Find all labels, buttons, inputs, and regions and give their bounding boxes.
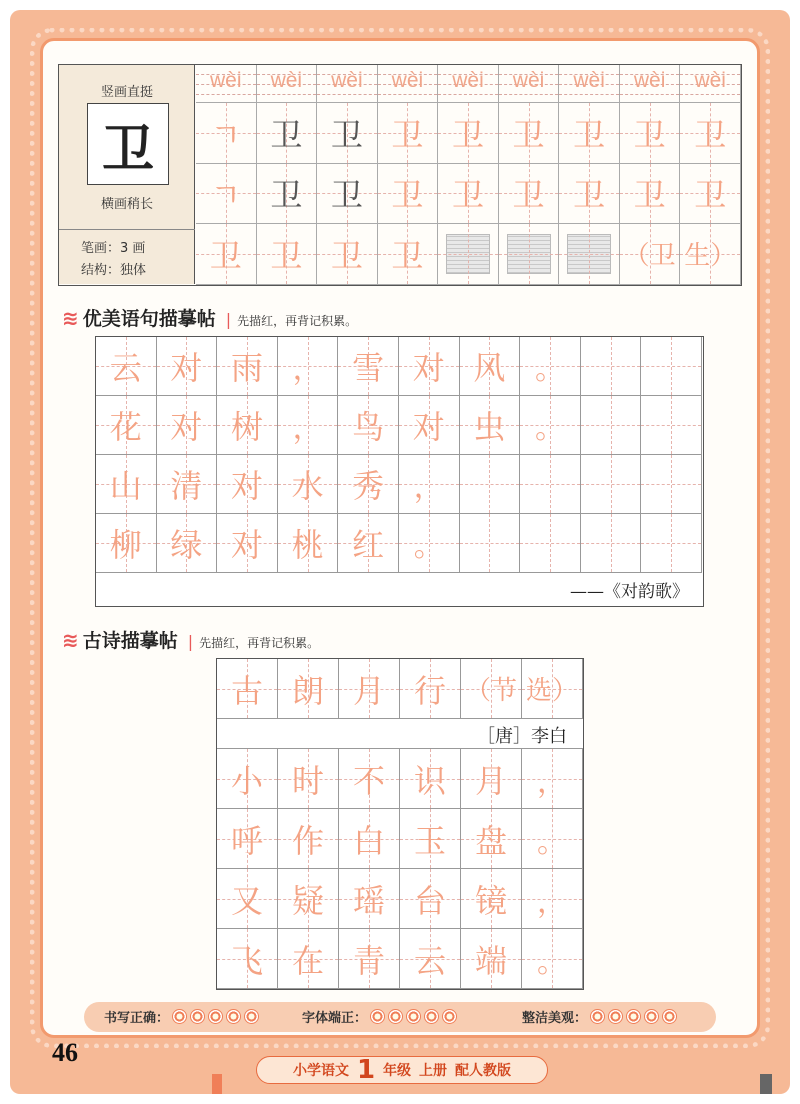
sentence-cell xyxy=(399,455,460,514)
tracing-char: 卫 xyxy=(209,236,242,275)
sentence-char: 柳 xyxy=(109,526,142,564)
poem-cell xyxy=(278,929,339,989)
tracing-char: 卫 xyxy=(270,176,303,215)
poem-heading xyxy=(62,626,319,653)
sentence-char: 。 xyxy=(534,411,565,446)
poem-char: 识 xyxy=(413,761,446,800)
poem-cell xyxy=(461,809,522,869)
flower-icon[interactable] xyxy=(608,1009,623,1024)
sentence-cell xyxy=(399,514,460,573)
tracing-cell xyxy=(317,164,378,225)
tracing-char: 卫 xyxy=(391,236,424,275)
sentence-cell xyxy=(641,455,702,514)
pinyin-guide-line xyxy=(438,94,498,95)
sentence-cell xyxy=(338,514,399,573)
blank-practice-box xyxy=(507,234,551,274)
print-mark-left xyxy=(212,1074,222,1094)
tracing-char: 卫 xyxy=(270,236,303,275)
tracing-char: 卫 xyxy=(694,115,727,154)
pinyin-text: wèi xyxy=(694,69,726,92)
sentence-cell xyxy=(96,514,157,573)
poem-char: 青 xyxy=(352,941,385,980)
flower-icon[interactable] xyxy=(626,1009,641,1024)
tracing-char: 卫 xyxy=(451,176,484,215)
pinyin-guide-line xyxy=(499,94,559,95)
sentence-cell xyxy=(217,455,278,514)
tracing-cell xyxy=(257,103,318,164)
rating-neat-label: 字体端正： xyxy=(302,1011,368,1026)
sentence-cell xyxy=(338,396,399,455)
rating-neat xyxy=(302,1007,457,1026)
wave-icon: ≋ xyxy=(62,628,77,652)
poem-cell xyxy=(278,809,339,869)
stroke-tip-top: 竖画直挺 xyxy=(100,85,153,100)
stroke-count: 笔画：3 画 xyxy=(81,241,146,256)
flower-icon[interactable] xyxy=(644,1009,659,1024)
sentence-cell xyxy=(338,455,399,514)
flower-icon[interactable] xyxy=(590,1009,605,1024)
poem-cell xyxy=(522,809,583,869)
sentence-char: 清 xyxy=(170,467,203,505)
tracing-char: （卫 xyxy=(623,241,676,272)
poem-title-cell xyxy=(522,659,583,719)
poem-char: 台 xyxy=(413,881,446,920)
tracing-cell xyxy=(378,164,439,225)
sentence-char: 水 xyxy=(291,467,324,505)
flower-icon[interactable] xyxy=(190,1009,205,1024)
pinyin-cell xyxy=(438,65,499,103)
pinyin-text: wèi xyxy=(573,69,605,92)
sentence-cell xyxy=(581,455,642,514)
sentence-cell xyxy=(581,514,642,573)
sentence-char: 雨 xyxy=(230,349,263,387)
wave-icon: ≋ xyxy=(62,306,77,330)
tracing-cell xyxy=(378,224,439,285)
pinyin-row xyxy=(196,65,741,103)
tracing-cell xyxy=(257,224,318,285)
poem-char: 作 xyxy=(291,821,324,860)
sentence-cell xyxy=(641,337,702,396)
sentences-heading xyxy=(62,304,357,331)
poem-cell xyxy=(461,869,522,929)
pinyin-text: wèi xyxy=(633,69,666,92)
poem-cell xyxy=(217,809,278,869)
poem-char: ， xyxy=(537,884,567,920)
tracing-cell xyxy=(620,103,681,164)
poem-char: 镜 xyxy=(474,881,507,920)
sentence-char: 鸟 xyxy=(352,408,385,446)
poem-cell xyxy=(522,869,583,929)
sentence-char: 花 xyxy=(109,408,142,446)
sentence-char: 对 xyxy=(230,526,263,564)
poem-char: 时 xyxy=(291,761,324,800)
tracing-cell xyxy=(680,224,741,285)
flower-icon[interactable] xyxy=(208,1009,223,1024)
poem-author-row xyxy=(217,719,583,749)
poem-grid xyxy=(216,658,584,990)
character-structure: 结构：独体 xyxy=(81,263,147,278)
sentence-char: 对 xyxy=(170,408,203,446)
character-card xyxy=(59,65,195,284)
flower-icon[interactable] xyxy=(406,1009,421,1024)
sentence-cell xyxy=(96,455,157,514)
sentence-cell xyxy=(338,337,399,396)
poem-char: 端 xyxy=(474,941,507,980)
sentence-cell xyxy=(157,396,218,455)
flower-icon[interactable] xyxy=(442,1009,457,1024)
footer-grade: 年级 xyxy=(383,1063,412,1079)
sentence-char: ， xyxy=(292,352,323,387)
poem-cell xyxy=(339,749,400,809)
flower-icon[interactable] xyxy=(388,1009,403,1024)
blank-practice-box xyxy=(567,234,611,274)
poem-char: 在 xyxy=(291,941,324,980)
poem-title-char: 行 xyxy=(413,671,446,710)
tracing-cell xyxy=(559,103,620,164)
sentence-cell xyxy=(520,396,581,455)
tracing-cell xyxy=(317,103,378,164)
poem-cell xyxy=(217,869,278,929)
pinyin-guide-line xyxy=(196,94,256,95)
sentences-grid xyxy=(95,336,704,607)
sentence-char: 虫 xyxy=(473,408,506,446)
pinyin-guide-line xyxy=(620,94,680,95)
poem-cell xyxy=(217,929,278,989)
sentences-title: 优美语句描摹帖 xyxy=(82,308,216,330)
print-mark-right xyxy=(760,1074,772,1094)
sentence-char: 对 xyxy=(412,349,445,387)
tracing-char: 卫 xyxy=(573,115,606,154)
pinyin-cell xyxy=(317,65,378,103)
flower-icon[interactable] xyxy=(662,1009,677,1024)
pinyin-text: wèi xyxy=(270,69,303,92)
poem-cell xyxy=(400,869,461,929)
poem-char: 不 xyxy=(352,761,385,800)
tracing-char: 卫 xyxy=(270,115,303,154)
model-character: 卫 xyxy=(87,103,169,185)
pinyin-cell xyxy=(196,65,257,103)
sentence-char: 树 xyxy=(230,408,263,446)
pinyin-text: wèi xyxy=(512,69,545,92)
pinyin-text: wèi xyxy=(391,69,424,92)
sentence-char: 山 xyxy=(109,467,142,505)
poem-char: 盘 xyxy=(474,821,507,860)
sentence-char: 红 xyxy=(352,526,385,564)
poem-author: ［唐］李白 xyxy=(477,726,567,747)
poem-char: 疑 xyxy=(291,881,324,920)
tracing-cell xyxy=(620,224,681,285)
sentence-cell xyxy=(460,337,521,396)
tracing-char: 卫 xyxy=(451,115,484,154)
tracing-cell xyxy=(317,224,378,285)
tracing-char: 卫 xyxy=(694,176,727,215)
poem-cell xyxy=(339,869,400,929)
tracing-char: 卫 xyxy=(391,176,424,215)
rating-correct-label: 书写正确： xyxy=(104,1011,170,1026)
sentences-note: 先描红，再背记积累。 xyxy=(237,314,358,328)
sentence-char: 风 xyxy=(473,349,506,387)
poem-char: 白 xyxy=(352,821,385,860)
sentence-cell xyxy=(399,337,460,396)
poem-cell xyxy=(217,749,278,809)
poem-title-cell xyxy=(461,659,522,719)
poem-title: 古诗描摹帖 xyxy=(82,630,178,652)
sentence-char: 。 xyxy=(534,352,565,387)
card-divider xyxy=(59,229,195,230)
pinyin-cell xyxy=(378,65,439,103)
sentence-cell xyxy=(581,337,642,396)
poem-title-cell xyxy=(278,659,339,719)
poem-cell xyxy=(339,809,400,869)
heading-separator: | xyxy=(225,310,232,329)
tracing-cell xyxy=(438,224,499,285)
sentence-char: ， xyxy=(292,411,323,446)
poem-char: 云 xyxy=(413,941,446,980)
sentence-char: 绿 xyxy=(170,526,203,564)
sentence-cell xyxy=(520,514,581,573)
tracing-cell xyxy=(680,164,741,225)
poem-char: 飞 xyxy=(230,941,263,980)
sentence-cell xyxy=(217,514,278,573)
poem-title-cell xyxy=(339,659,400,719)
tracing-cell xyxy=(499,224,560,285)
tracing-cell xyxy=(620,164,681,225)
tracing-char: 卫 xyxy=(573,176,606,215)
poem-char: 呼 xyxy=(230,821,263,860)
tracing-char: 生） xyxy=(684,241,737,272)
sentence-char: 对 xyxy=(412,408,445,446)
footer-volume: 上册 xyxy=(419,1063,448,1079)
poem-title-char: 古 xyxy=(230,671,263,710)
sentence-cell xyxy=(157,337,218,396)
poem-cell xyxy=(461,749,522,809)
tracing-char: 卫 xyxy=(330,115,363,154)
tracing-char: ㄱ xyxy=(210,115,242,154)
pinyin-cell xyxy=(620,65,681,103)
sentence-cell xyxy=(460,396,521,455)
sentence-char: 桃 xyxy=(291,526,324,564)
tracing-cell xyxy=(378,103,439,164)
character-practice-section xyxy=(58,64,742,286)
poem-char: 玉 xyxy=(413,821,446,860)
pinyin-cell xyxy=(680,65,741,103)
tracing-char: 卫 xyxy=(330,176,363,215)
tracing-cell xyxy=(438,164,499,225)
tracing-cell xyxy=(196,224,257,285)
sentences-source: ——《对韵歌》 xyxy=(570,582,689,602)
stroke-tip-bottom: 横画稍长 xyxy=(100,197,153,212)
tracing-cell xyxy=(196,164,257,225)
pinyin-guide-line xyxy=(378,94,438,95)
poem-char: 瑶 xyxy=(352,881,385,920)
rating-correct xyxy=(104,1007,259,1026)
tracing-cell xyxy=(499,103,560,164)
sentence-cell xyxy=(581,396,642,455)
poem-char: 月 xyxy=(474,761,507,800)
tracing-cell xyxy=(559,224,620,285)
flower-icon[interactable] xyxy=(244,1009,259,1024)
blank-practice-box xyxy=(446,234,490,274)
rating-clean xyxy=(522,1007,677,1026)
sentence-char: 云 xyxy=(109,349,142,387)
sentence-cell xyxy=(278,455,339,514)
sentence-cell xyxy=(460,455,521,514)
tracing-cell xyxy=(680,103,741,164)
sentence-cell xyxy=(520,455,581,514)
poem-char: 小 xyxy=(230,761,263,800)
poem-title-char: 月 xyxy=(352,671,385,710)
tracing-cell xyxy=(499,164,560,225)
pinyin-cell xyxy=(559,65,620,103)
tracing-cell xyxy=(196,103,257,164)
poem-cell xyxy=(522,749,583,809)
sentence-cell xyxy=(641,396,702,455)
sentence-cell xyxy=(96,337,157,396)
tracing-char: ㄱ xyxy=(210,176,242,215)
pinyin-guide-line xyxy=(317,94,377,95)
sentence-char: 对 xyxy=(230,467,263,505)
tracing-char: 卫 xyxy=(512,115,545,154)
sentence-cell xyxy=(278,396,339,455)
pinyin-cell xyxy=(499,65,560,103)
page-number: 46 xyxy=(52,1038,78,1067)
sentence-cell xyxy=(278,337,339,396)
sentence-cell xyxy=(520,337,581,396)
footer-subject: 小学语文 xyxy=(292,1063,349,1079)
footer-banner xyxy=(256,1056,548,1084)
flower-icon[interactable] xyxy=(370,1009,385,1024)
poem-cell xyxy=(400,749,461,809)
poem-char: 又 xyxy=(230,881,263,920)
poem-cell xyxy=(400,929,461,989)
tracing-cell xyxy=(257,164,318,225)
poem-char: 。 xyxy=(537,944,567,980)
pinyin-text: wèi xyxy=(452,69,484,92)
poem-char: 。 xyxy=(537,824,567,860)
rating-clean-label: 整洁美观： xyxy=(522,1011,588,1026)
rating-bar xyxy=(84,1002,716,1032)
sentence-cell xyxy=(399,396,460,455)
poem-char: ， xyxy=(537,764,567,800)
sentence-cell xyxy=(641,514,702,573)
flower-icon[interactable] xyxy=(226,1009,241,1024)
tracing-cell xyxy=(438,103,499,164)
sentence-cell xyxy=(217,396,278,455)
pinyin-cell xyxy=(257,65,318,103)
sentence-cell xyxy=(96,396,157,455)
pinyin-guide-line xyxy=(680,94,740,95)
footer-edition: 配人教版 xyxy=(455,1063,512,1079)
tracing-char: 卫 xyxy=(633,115,666,154)
poem-note: 先描红，再背记积累。 xyxy=(199,636,320,650)
tracing-char: 卫 xyxy=(330,236,363,275)
sentence-cell xyxy=(278,514,339,573)
sentence-char: 对 xyxy=(170,349,203,387)
poem-title-char: 选） xyxy=(525,676,578,706)
pinyin-guide-line xyxy=(559,94,619,95)
tracing-cell xyxy=(559,164,620,225)
sentence-cell xyxy=(157,514,218,573)
flower-icon[interactable] xyxy=(172,1009,187,1024)
pinyin-guide-line xyxy=(257,94,317,95)
poem-title-char: （节 xyxy=(464,676,517,706)
sentence-char: 。 xyxy=(413,529,444,564)
tracing-char: 卫 xyxy=(391,115,424,154)
poem-title-char: 朗 xyxy=(291,671,324,710)
flower-icon[interactable] xyxy=(424,1009,439,1024)
poem-title-cell xyxy=(217,659,278,719)
poem-cell xyxy=(278,749,339,809)
poem-cell xyxy=(522,929,583,989)
tracing-char: 卫 xyxy=(633,176,666,215)
tracing-char: 卫 xyxy=(512,176,545,215)
tracing-grid xyxy=(196,65,741,284)
footer-grade-number: 1 xyxy=(356,1055,376,1085)
poem-cell xyxy=(278,869,339,929)
poem-cell xyxy=(339,929,400,989)
sentence-char: 雪 xyxy=(352,349,385,387)
sentence-char: ， xyxy=(413,470,444,505)
sentence-cell xyxy=(157,455,218,514)
poem-cell xyxy=(461,929,522,989)
sentence-cell xyxy=(217,337,278,396)
poem-cell xyxy=(400,809,461,869)
poem-title-cell xyxy=(400,659,461,719)
pinyin-text: wèi xyxy=(331,69,363,92)
pinyin-text: wèi xyxy=(210,69,242,92)
sentence-char: 秀 xyxy=(352,467,385,505)
sentence-cell xyxy=(460,514,521,573)
heading-separator: | xyxy=(187,632,194,651)
